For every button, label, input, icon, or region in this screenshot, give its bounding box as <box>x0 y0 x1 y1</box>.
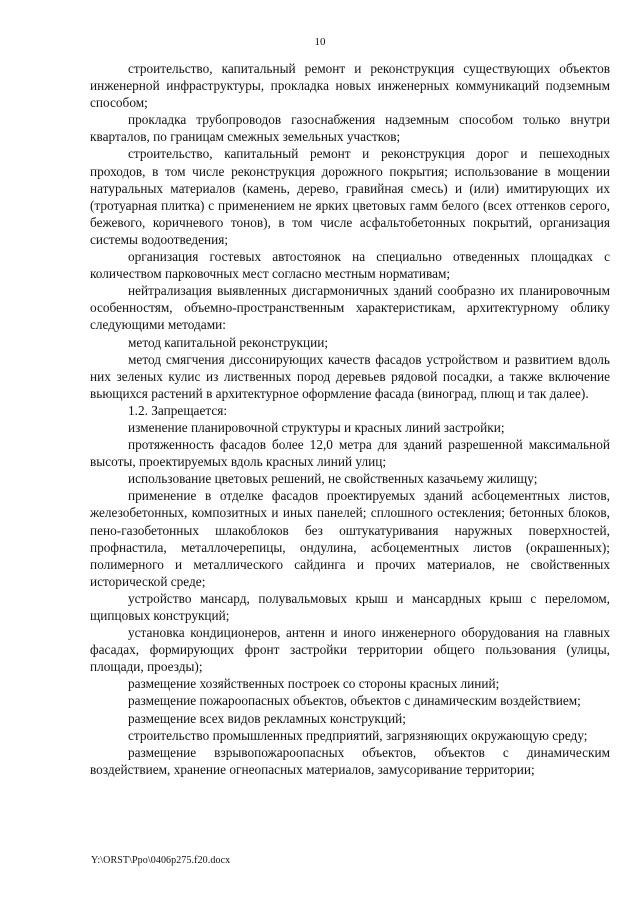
paragraph: использование цветовых решений, не свойственных казачьему жилищу; <box>128 471 538 487</box>
page-number: 10 <box>314 36 326 48</box>
paragraph: размещение всех видов рекламных конструкций; <box>128 710 406 726</box>
paragraph: размещение пожароопасных объектов, объектов с динамическим воздействием; <box>128 693 581 709</box>
paragraph: устройство мансард, полувальмовых крыш и мансардных крыш с переломом, щипцовых конструкций; <box>90 590 610 623</box>
paragraph: размещение взрывопожароопасных объектов, объектов с динамическим воздействием, хранение огнеопасных материалов, замусоривание территории; <box>90 744 610 777</box>
paragraph: прокладка трубопроводов газоснабжения надземным способом только внутри кварталов, по границам смежных земельных участков; <box>90 112 610 145</box>
paragraph: изменение планировочной структуры и красных линий застройки; <box>128 419 505 435</box>
paragraph: применение в отделке фасадов проектируемых зданий асбоцементных листов, железобетонных, композитных и иных панелей; сплошного остекления; бетонных блоков, пено-газобетонных шлакоблоков без оштукатуривания наружных поверхностей, профнастила, металлочерепицы, ондулина, асбоцементных листов (окрашенных); полимерного и металлического сайдинга и прочих материалов, не свойственных исторической среде; <box>90 488 610 589</box>
document-body <box>90 60 610 778</box>
paragraph: строительство, капитальный ремонт и реконструкция дорог и пешеходных проходов, в том числе реконструкция дорожного покрытия; использование в мощении натуральных материалов (камень, дерево, гравийная смесь) и (или) имитирующих их (тротуарная плитка) с применением не ярких цветовых гамм белого (всех оттенков серого, бежевого, коричневого тонов), в том числе асфальтобетонных покрытий, организация системы водоотведения; <box>90 146 610 247</box>
paragraph: протяженность фасадов более 12,0 метра для зданий разрешенной максимальной высоты, проектируемых вдоль красных линий улиц; <box>90 437 610 470</box>
paragraph: установка кондиционеров, антенн и иного инженерного оборудования на главных фасадах, формирующих фронт застройки территории общего пользования (улицы, площади, проезды); <box>90 625 610 675</box>
paragraph: метод капитальной реконструкции; <box>128 334 329 350</box>
section-heading: 1.2. Запрещается: <box>128 402 228 418</box>
paragraph: организация гостевых автостоянок на специально отведенных площадках с количеством парковочных мест согласно местным нормативам; <box>90 249 610 282</box>
paragraph: строительство промышленных предприятий, загрязняющих окружающую среду; <box>128 727 588 743</box>
paragraph: строительство, капитальный ремонт и реконструкция существующих объектов инженерной инфраструктуры, прокладка новых инженерных коммуникаций подземным способом; <box>90 61 610 111</box>
paragraph: размещение хозяйственных построек со стороны красных линий; <box>128 676 500 692</box>
file-path-footer: Y:\ORST\Ppo\0406p275.f20.docx <box>91 855 231 866</box>
paragraph: метод смягчения диссонирующих качеств фасадов устройством и развитием вдоль них зеленых кулис из лиственных пород деревьев рядовой посадки, а также включение вьющихся растений в архитектурное оформление фасада (виноград, плющ и так далее). <box>90 351 610 401</box>
paragraph: нейтрализация выявленных дисгармоничных зданий сообразно их планировочным особенностям, объемно-пространственным характеристикам, архитектурному облику следующими методами: <box>90 283 610 333</box>
